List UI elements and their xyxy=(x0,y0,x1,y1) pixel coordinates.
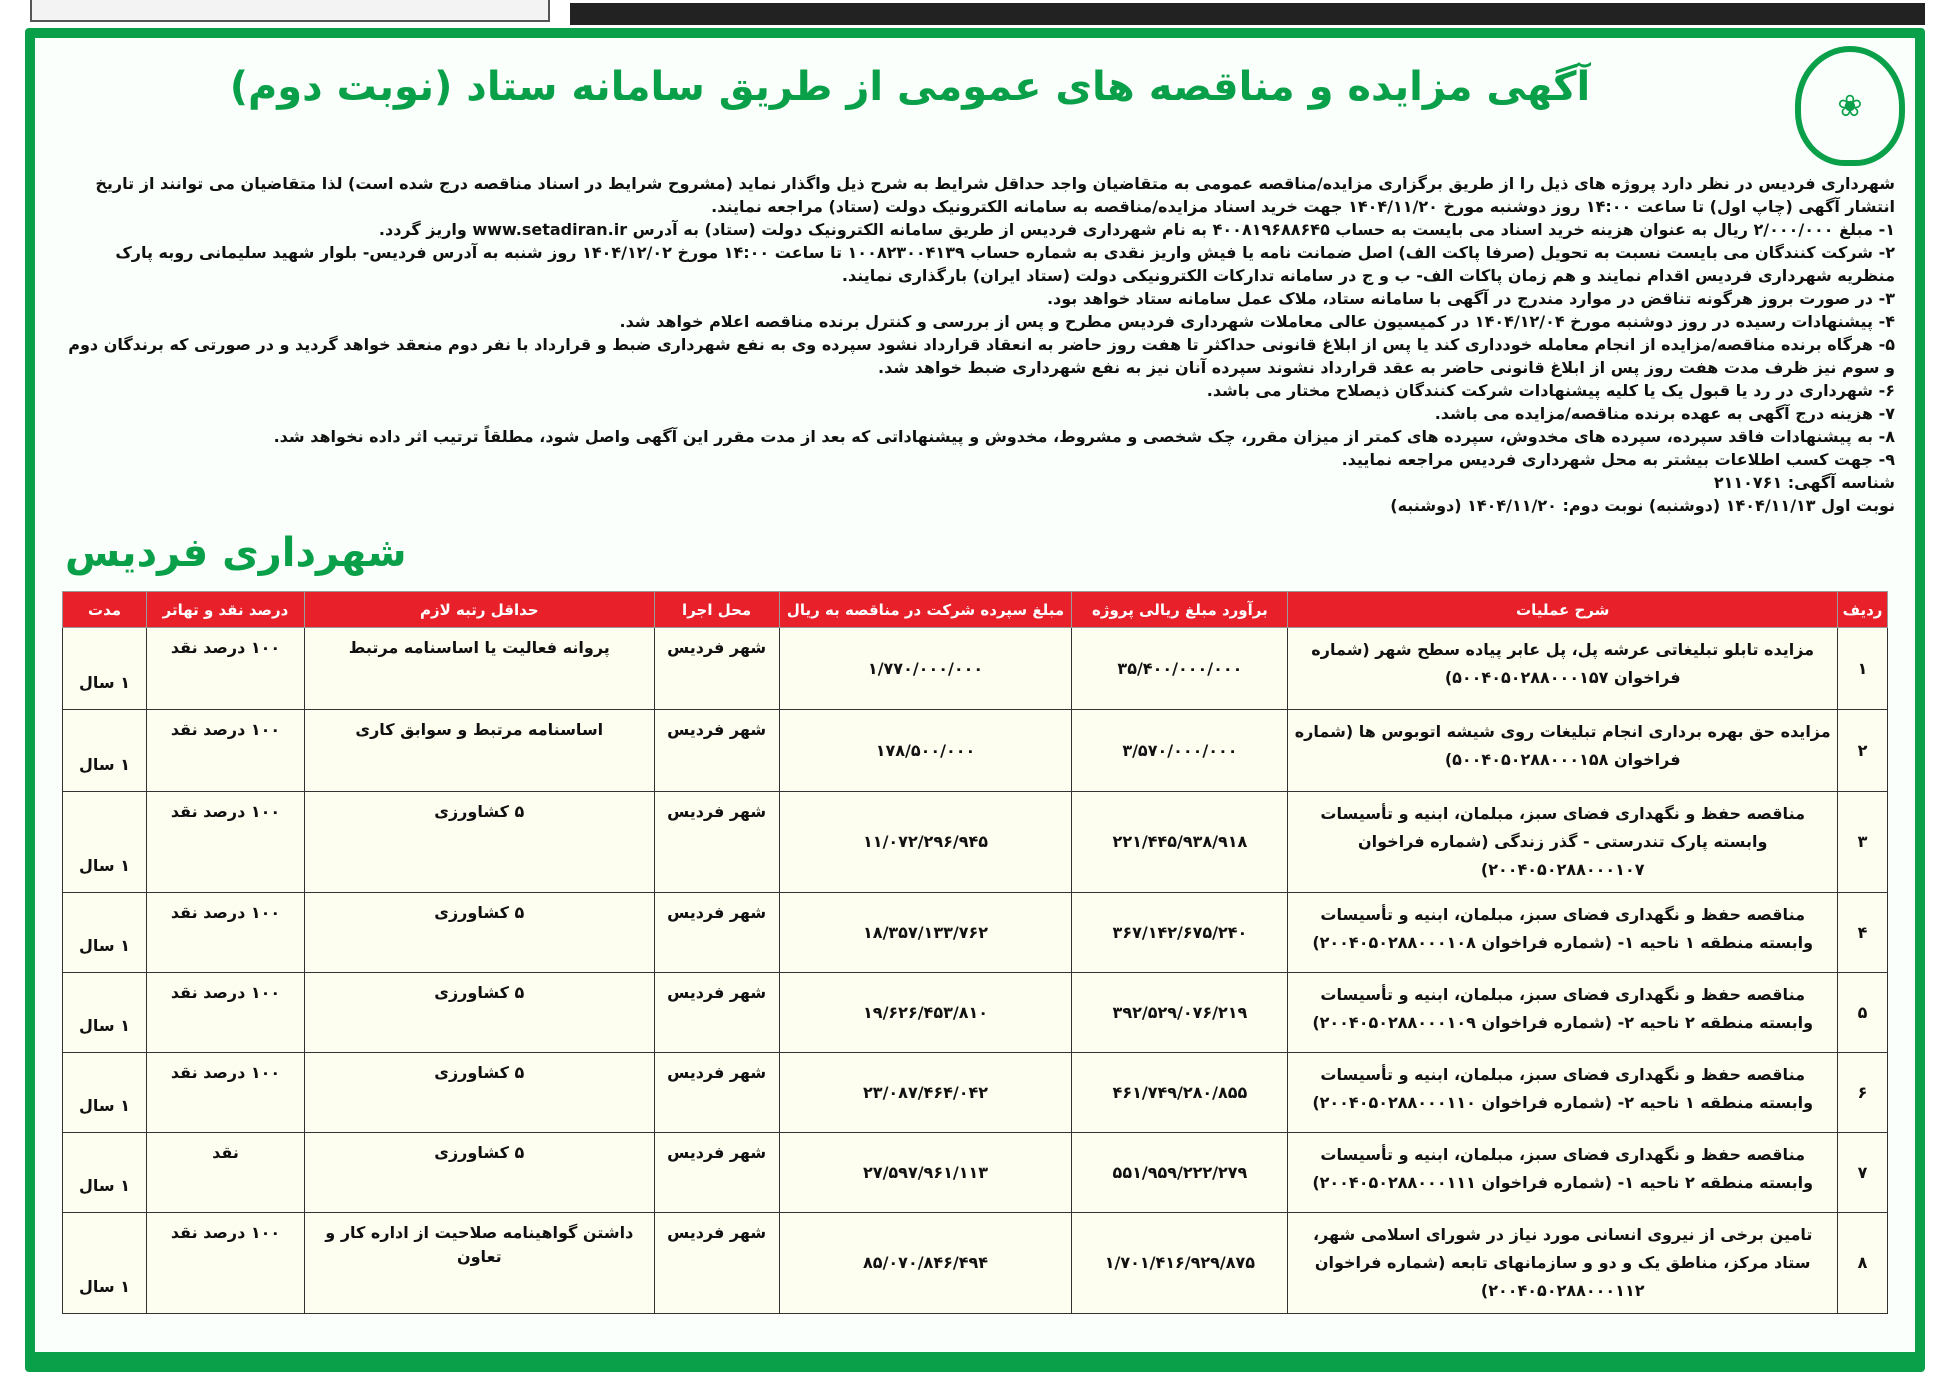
cell-loc: شهر فردیس xyxy=(654,792,779,893)
cell-rank: ۵ کشاورزی xyxy=(304,1133,654,1213)
table-row xyxy=(63,893,1888,973)
cell-rank: ۵ کشاورزی xyxy=(304,1053,654,1133)
cell-rank: ۵ کشاورزی xyxy=(304,792,654,893)
ad-title: آگهی مزایده و مناقصه های عمومی از طریق سامانه ستاد (نوبت دوم) xyxy=(229,64,1591,110)
body-paragraph: نوبت اول ۱۴۰۴/۱۱/۱۳ (دوشنبه) نوبت دوم: ۱۴۰۴/۱۱/۲۰ (دوشنبه) xyxy=(1390,496,1895,515)
column-header: ردیف xyxy=(1838,592,1888,628)
table-row xyxy=(63,973,1888,1053)
body-paragraph: ۲- شرکت کنندگان می بایست نسبت به تحویل (صرفا پاکت الف) اصل ضمانت نامه یا فیش واریز نقدی به شماره حساب ۱۰۰۸۲۳۰۰۴۱۳۹ تا ساعت ۱۴:۰۰ مورخ ۱۴۰۴/۱۲/۰۲ روز شنبه به آدرس فردیس- بلوار شهید سلیمانی روبه پارک منظریه شهرداری فردیس اقدام نمایند و هم زمان پاکات الف- ب و ج در سامانه تدارکات الکترونیکی دولت (ستاد ایران) بارگذاری نمایند. xyxy=(115,243,1895,285)
cell-pay: نقد xyxy=(147,1133,305,1213)
cell-est: ۴۶۱/۷۴۹/۲۸۰/۸۵۵ xyxy=(1072,1053,1288,1133)
cell-desc: مناقصه حفظ و نگهداری فضای سبز، مبلمان، ابنیه و تأسیسات وابسته منطقه ۲ ناحیه ۲- (شماره فراخوان ۲۰۰۴۰۵۰۲۸۸۰۰۰۱۰۹) xyxy=(1288,973,1838,1053)
top-left-box xyxy=(30,0,550,22)
body-paragraph: ۴- پیشنهادات رسیده در روز دوشنبه مورخ ۱۴۰۴/۱۲/۰۴ در کمیسیون عالی معاملات شهرداری فردیس مطرح و پس از بررسی و کنترل برنده مناقصه اعلام خواهد شد. xyxy=(619,312,1895,331)
cell-rank: اساسنامه مرتبط و سوابق کاری xyxy=(304,710,654,792)
cell-n: ۵ xyxy=(1838,973,1888,1053)
cell-desc: مزایده حق بهره برداری انجام تبلیغات روی شیشه اتوبوس ها (شماره فراخوان ۵۰۰۴۰۵۰۲۸۸۰۰۰۱۵۸) xyxy=(1288,710,1838,792)
cell-pay: ۱۰۰ درصد نقد xyxy=(147,973,305,1053)
top-bar xyxy=(570,3,1925,25)
cell-pay: ۱۰۰ درصد نقد xyxy=(147,1213,305,1314)
column-header: برآورد مبلغ ریالی پروژه xyxy=(1072,592,1288,628)
cell-dur: ۱ سال xyxy=(63,1133,147,1213)
cell-dur: ۱ سال xyxy=(63,792,147,893)
body-paragraph: ۸- به پیشنهادات فاقد سپرده، سپرده های مخدوش، سپرده های کمتر از میزان مقرر، چک شخصی و مشروط، مخدوش و پیشنهاداتی که بعد از مدت مقرر این آگهی واصل شود، مطلقاً ترتیب اثر داده نخواهد شد. xyxy=(273,427,1895,446)
cell-rank: ۵ کشاورزی xyxy=(304,893,654,973)
cell-desc: مناقصه حفظ و نگهداری فضای سبز، مبلمان، ابنیه و تأسیسات وابسته منطقه ۲ ناحیه ۱- (شماره فراخوان ۲۰۰۴۰۵۰۲۸۸۰۰۰۱۱۱) xyxy=(1288,1133,1838,1213)
ad-body xyxy=(45,172,1905,517)
cell-pay: ۱۰۰ درصد نقد xyxy=(147,710,305,792)
body-paragraph: شناسه آگهی: ۲۱۱۰۷۶۱ xyxy=(1713,473,1895,492)
cell-dur: ۱ سال xyxy=(63,710,147,792)
cell-dur: ۱ سال xyxy=(63,1213,147,1314)
cell-est: ۵۵۱/۹۵۹/۲۲۲/۲۷۹ xyxy=(1072,1133,1288,1213)
table-row xyxy=(63,710,1888,792)
cell-desc: تامین برخی از نیروی انسانی مورد نیاز در شورای اسلامی شهر، ستاد مرکز، مناطق یک و دو و سازمانهای تابعه (شماره فراخوان ۲۰۰۴۰۵۰۲۸۸۰۰۰۱۱۲) xyxy=(1288,1213,1838,1314)
column-header: مبلغ سپرده شرکت در مناقصه به ریال xyxy=(779,592,1072,628)
column-header: مدت xyxy=(63,592,147,628)
table-row xyxy=(63,1053,1888,1133)
cell-loc: شهر فردیس xyxy=(654,893,779,973)
body-paragraph: شهرداری فردیس در نظر دارد پروژه های ذیل را از طریق برگزاری مزایده/مناقصه عمومی به متقاضیان واجد حداقل شرایط به شرح ذیل واگذار نماید (مشروح شرایط در اسناد مناقصه درج شده است) لذا متقاضیان می توانند از تاریخ انتشار آگهی (چاپ اول) تا ساعت ۱۴:۰۰ روز دوشنبه مورخ ۱۴۰۴/۱۱/۲۰ جهت خرید اسناد مزایده/مناقصه به سامانه الکترونیک دولت (ستاد) مراجعه نمایند. xyxy=(95,174,1895,216)
table-row xyxy=(63,1213,1888,1314)
body-paragraph: ۶- شهرداری در رد یا قبول یک یا کلیه پیشنهادات شرکت کنندگان ذیصلاح مختار می باشد. xyxy=(1206,381,1895,400)
cell-rank: ۵ کشاورزی xyxy=(304,973,654,1053)
cell-est: ۳۶۷/۱۴۲/۶۷۵/۲۴۰ xyxy=(1072,893,1288,973)
cell-desc: مناقصه حفظ و نگهداری فضای سبز، مبلمان، ابنیه و تأسیسات وابسته پارک تندرستی - گذر زندگی (شماره فراخوان ۲۰۰۴۰۵۰۲۸۸۰۰۰۱۰۷) xyxy=(1288,792,1838,893)
cell-dur: ۱ سال xyxy=(63,893,147,973)
column-header: حداقل رتبه لازم xyxy=(304,592,654,628)
cell-desc: مناقصه حفظ و نگهداری فضای سبز، مبلمان، ابنیه و تأسیسات وابسته منطقه ۱ ناحیه ۱- (شماره فراخوان ۲۰۰۴۰۵۰۲۸۸۰۰۰۱۰۸) xyxy=(1288,893,1838,973)
table-row xyxy=(63,792,1888,893)
cell-pay: ۱۰۰ درصد نقد xyxy=(147,628,305,710)
cell-loc: شهر فردیس xyxy=(654,1053,779,1133)
cell-loc: شهر فردیس xyxy=(654,973,779,1053)
cell-pay: ۱۰۰ درصد نقد xyxy=(147,1053,305,1133)
cell-dep: ۱۷۸/۵۰۰/۰۰۰ xyxy=(779,710,1072,792)
signature: شهرداری فردیس xyxy=(65,530,407,576)
cell-dur: ۱ سال xyxy=(63,1053,147,1133)
cell-dep: ۲۷/۵۹۷/۹۶۱/۱۱۳ xyxy=(779,1133,1072,1213)
column-header: محل اجرا xyxy=(654,592,779,628)
cell-n: ۷ xyxy=(1838,1133,1888,1213)
ad-content xyxy=(35,38,1915,1352)
cell-n: ۲ xyxy=(1838,710,1888,792)
cell-n: ۸ xyxy=(1838,1213,1888,1314)
cell-dep: ۱۱/۰۷۲/۲۹۶/۹۴۵ xyxy=(779,792,1072,893)
cell-dep: ۱۹/۶۲۶/۴۵۳/۸۱۰ xyxy=(779,973,1072,1053)
tender-table xyxy=(62,591,1888,1314)
cell-dur: ۱ سال xyxy=(63,973,147,1053)
cell-pay: ۱۰۰ درصد نقد xyxy=(147,893,305,973)
column-header: شرح عملیات xyxy=(1288,592,1838,628)
cell-dep: ۸۵/۰۷۰/۸۴۶/۴۹۴ xyxy=(779,1213,1072,1314)
cell-rank: داشتن گواهینامه صلاحیت از اداره کار و تعاون xyxy=(304,1213,654,1314)
cell-est: ۳۵/۴۰۰/۰۰۰/۰۰۰ xyxy=(1072,628,1288,710)
cell-dep: ۲۳/۰۸۷/۴۶۴/۰۴۲ xyxy=(779,1053,1072,1133)
ad-frame xyxy=(25,28,1925,1372)
cell-n: ۳ xyxy=(1838,792,1888,893)
table-row xyxy=(63,1133,1888,1213)
body-paragraph: ۷- هزینه درج آگهی به عهده برنده مناقصه/مزایده می باشد. xyxy=(1434,404,1895,423)
cell-dur: ۱ سال xyxy=(63,628,147,710)
cell-desc: مزایده تابلو تبلیغاتی عرشه پل، پل عابر پیاده سطح شهر (شماره فراخوان ۵۰۰۴۰۵۰۲۸۸۰۰۰۱۵۷) xyxy=(1288,628,1838,710)
body-paragraph: ۹- جهت کسب اطلاعات بیشتر به محل شهرداری فردیس مراجعه نمایید. xyxy=(1341,450,1895,469)
cell-loc: شهر فردیس xyxy=(654,628,779,710)
municipality-logo-icon: ❀ xyxy=(1795,46,1905,166)
cell-loc: شهر فردیس xyxy=(654,1213,779,1314)
body-paragraph: ۳- در صورت بروز هرگونه تناقض در موارد مندرج در آگهی با سامانه ستاد، ملاک عمل سامانه ستاد خواهد بود. xyxy=(1046,289,1895,308)
cell-n: ۱ xyxy=(1838,628,1888,710)
cell-est: ۲۲۱/۴۴۵/۹۳۸/۹۱۸ xyxy=(1072,792,1288,893)
cell-rank: پروانه فعالیت یا اساسنامه مرتبط xyxy=(304,628,654,710)
body-paragraph: ۱- مبلغ ۲/۰۰۰/۰۰۰ ریال به عنوان هزینه خرید اسناد می بایست به حساب ۴۰۰۸۱۹۶۸۸۶۴۵ به نام شهرداری فردیس از طریق سامانه الکترونیک دولت (ستاد) به آدرس www.setadiran.ir واریز گردد. xyxy=(378,220,1895,239)
cell-n: ۴ xyxy=(1838,893,1888,973)
cell-est: ۱/۷۰۱/۴۱۶/۹۲۹/۸۷۵ xyxy=(1072,1213,1288,1314)
table-row xyxy=(63,628,1888,710)
cell-desc: مناقصه حفظ و نگهداری فضای سبز، مبلمان، ابنیه و تأسیسات وابسته منطقه ۱ ناحیه ۲- (شماره فراخوان ۲۰۰۴۰۵۰۲۸۸۰۰۰۱۱۰) xyxy=(1288,1053,1838,1133)
cell-est: ۳۹۲/۵۲۹/۰۷۶/۲۱۹ xyxy=(1072,973,1288,1053)
ad-header xyxy=(45,46,1905,166)
cell-loc: شهر فردیس xyxy=(654,710,779,792)
cell-dep: ۱۸/۳۵۷/۱۳۳/۷۶۲ xyxy=(779,893,1072,973)
cell-loc: شهر فردیس xyxy=(654,1133,779,1213)
cell-dep: ۱/۷۷۰/۰۰۰/۰۰۰ xyxy=(779,628,1072,710)
column-header: درصد نقد و تهاتر xyxy=(147,592,305,628)
cell-est: ۳/۵۷۰/۰۰۰/۰۰۰ xyxy=(1072,710,1288,792)
body-paragraph: ۵- هرگاه برنده مناقصه/مزایده از انجام معامله خودداری کند یا پس از ابلاغ قانونی حداکثر تا هفت روز حاضر به انعقاد قرارداد نشود سپرده وی به نفع شهرداری ضبط و قرارداد با نفر دوم منعقد خواهد گردید و در صورتی که برندگان دوم و سوم نیز ظرف مدت هفت روز پس از ابلاغ قانونی حاضر به عقد قرارداد نشوند سپرده آنان نیز به نفع شهرداری ضبط خواهد شد. xyxy=(68,335,1895,377)
cell-n: ۶ xyxy=(1838,1053,1888,1133)
cell-pay: ۱۰۰ درصد نقد xyxy=(147,792,305,893)
